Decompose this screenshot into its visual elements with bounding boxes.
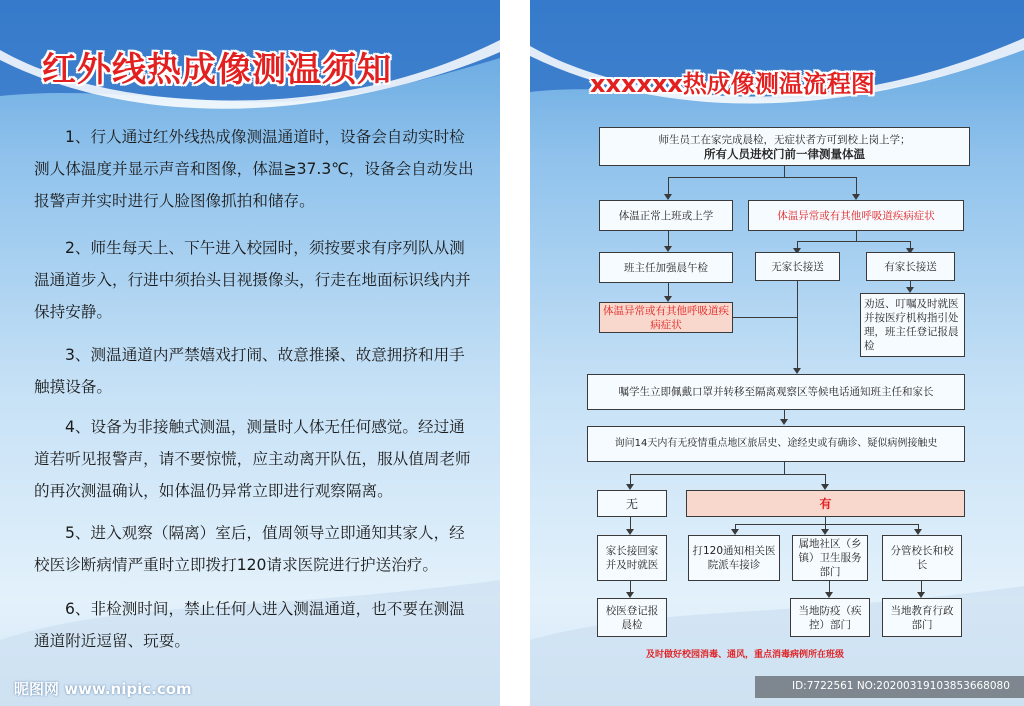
arrow-icon <box>780 419 788 425</box>
connector <box>733 317 797 318</box>
call-120-box: 打120通知相关医院派车接诊 <box>688 535 780 581</box>
connector <box>921 581 922 592</box>
connector <box>825 517 826 524</box>
start-line1: 师生员工在家完成晨检，无症状者方可到校上岗上学； <box>658 133 911 146</box>
notice-item-2: 2、师生每天上、下午进入校园时，须按要求有序列队从测温通道步入，行进中须抬头目视摄像头，行走在地面标识线内并保持安静。 <box>34 239 471 321</box>
connector <box>784 462 785 474</box>
flowchart-title: xxxxxx热成像测温流程图 <box>590 70 875 98</box>
notice-item-6: 6、非检测时间，禁止任何人进入测温通道，也不要在测温通道附近逗留、玩耍。 <box>34 600 465 650</box>
abnormal-box: 体温异常或有其他呼吸道疾病症状 <box>748 200 964 231</box>
parent-pickup-box: 家长接回家并及时就医 <box>597 535 667 581</box>
noon-check-box: 班主任加强晨午检 <box>599 252 733 283</box>
isolate-box: 嘱学生立即佩戴口罩并转移至隔离观察区等候电话通知班主任和家长 <box>587 374 965 410</box>
connector <box>630 474 631 484</box>
id-watermark: ID:7722561 NO:20200319103853668080 <box>792 680 1010 692</box>
connector <box>797 281 798 368</box>
cdc-box: 当地防疫（疾控）部门 <box>790 598 870 637</box>
inquiry-box: 询问14天内有无疫情重点地区旅居史、途经史或有确诊、疑似病例接触史 <box>587 426 965 462</box>
panel-gap <box>500 0 530 706</box>
notice-item-3: 3、测温通道内严禁嬉戏打闹、故意推搡、故意拥挤和用手触摸设备。 <box>34 346 465 396</box>
connector <box>668 177 669 194</box>
vice-principal-box: 分管校长和校长 <box>882 535 962 581</box>
connector <box>829 581 830 592</box>
no-parent-box: 无家长接送 <box>755 252 840 281</box>
school-doctor-box: 校医登记报晨检 <box>597 598 667 637</box>
connector <box>856 231 857 241</box>
connector <box>668 283 669 296</box>
connector <box>630 517 631 529</box>
noon-abnormal-box: 体温异常或有其他呼吸道疾病症状 <box>599 302 733 333</box>
yes-box: 有 <box>686 490 965 517</box>
connector <box>735 524 918 525</box>
connector <box>797 241 798 248</box>
site-watermark: 昵图网 www.nipic.com <box>14 680 192 698</box>
community-health-box: 属地社区（乡镇）卫生服务部门 <box>792 535 868 581</box>
start-box <box>599 127 970 166</box>
connector <box>856 177 857 194</box>
connector <box>630 474 826 475</box>
notice-title: 红外线热成像测温须知 <box>42 50 392 90</box>
normal-box: 体温正常上班或上学 <box>599 200 733 231</box>
notice-item-1: 1、行人通过红外线热成像测温通道时，设备会自动实时检测人体温度并显示声音和图像，体温≧37.3℃，设备会自动发出报警声并实时进行人脸图像抓拍和储存。 <box>34 128 474 210</box>
has-parent-detail-box: 劝返、叮嘱及时就医并按医疗机构指引处理，班主任登记报晨检 <box>860 293 965 357</box>
notice-panel <box>0 0 500 706</box>
disinfection-note: 及时做好校园消毒、通风，重点消毒病例所在班级 <box>646 650 845 660</box>
edu-dept-box: 当地教育行政部门 <box>882 598 962 637</box>
notice-item-4: 4、设备为非接触式测温，测量时人体无任何感觉。经过通道若听见报警声，请不要惊慌，应主动离开队伍，服从值周老师的再次测温确认，如体温仍异常立即进行观察隔离。 <box>34 418 471 500</box>
connector <box>784 410 785 419</box>
connector <box>668 177 857 178</box>
notice-item-5: 5、进入观察（隔离）室后，值周领导立即通知其家人，经校医诊断病情严重时立即拨打120请求医院进行护送治疗。 <box>34 524 465 574</box>
connector <box>825 474 826 484</box>
connector <box>630 581 631 592</box>
connector <box>910 241 911 248</box>
connector <box>668 231 669 246</box>
start-line2: 所有人员进校门前一律测量体温 <box>704 146 865 161</box>
connector <box>797 241 910 242</box>
has-parent-box: 有家长接送 <box>866 252 955 281</box>
no-box: 无 <box>597 490 667 517</box>
